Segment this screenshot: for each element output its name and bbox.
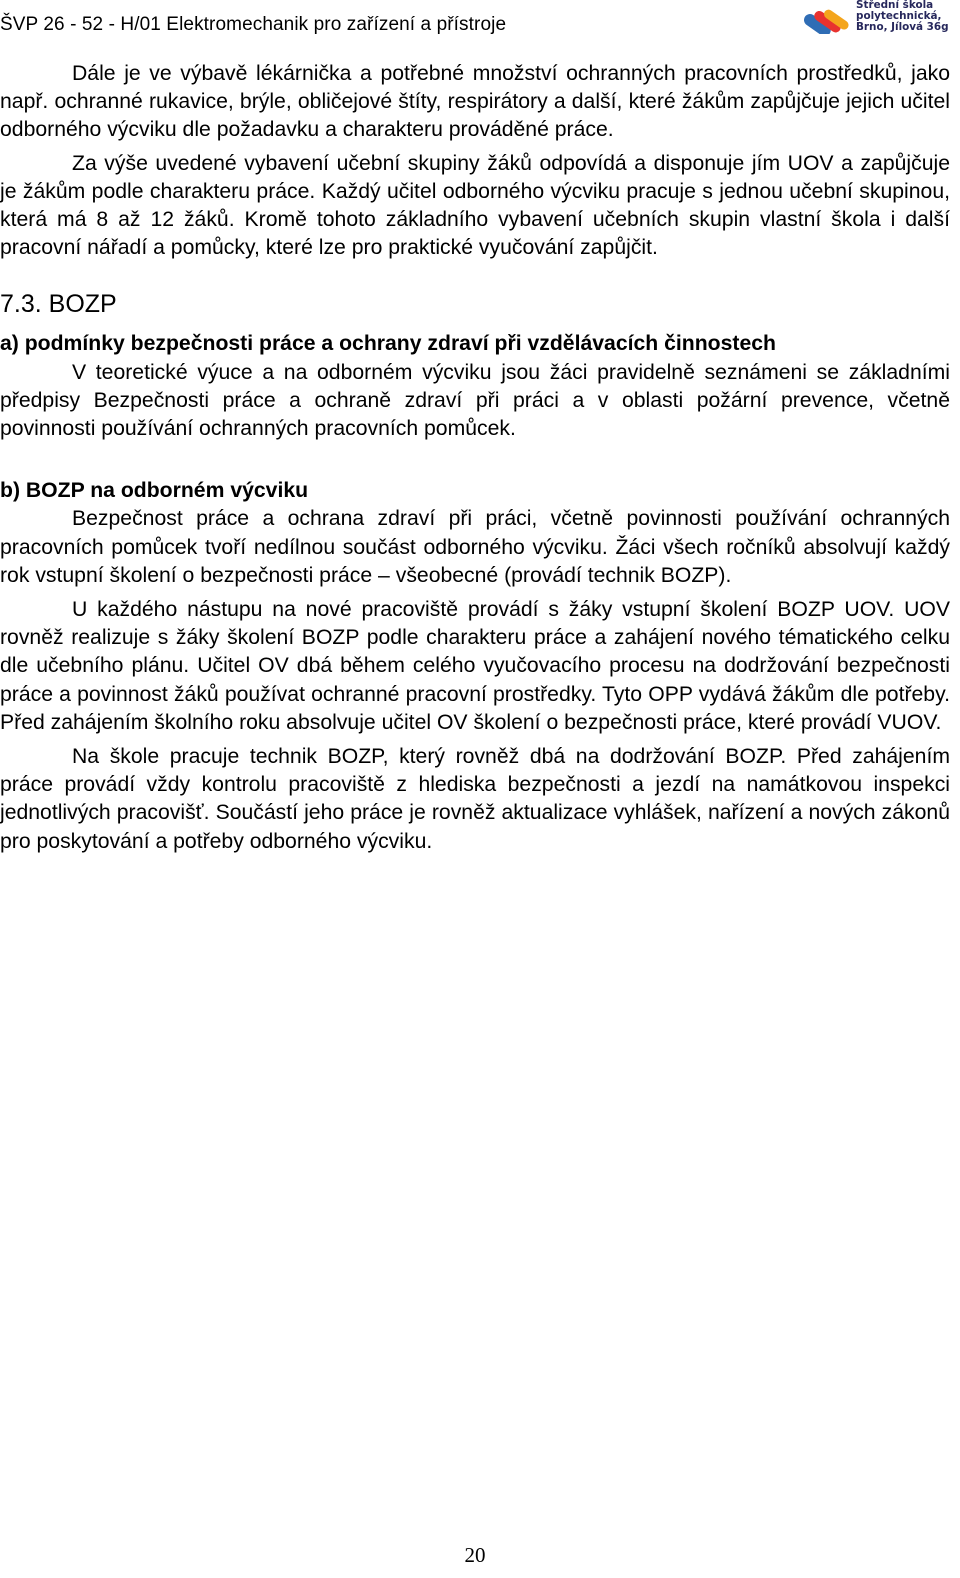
paragraph-uov-equipment: Za výše uvedené vybavení učební skupiny žáků odpovídá a disponuje jím UOV a zapůjčuje je žákům podle charakteru práce. Každý učitel odborného výcviku pracuje s jednou učební skupinou, která má 8 až 12 žáků. Kromě tohoto základního vybavení učebních skupin vlastní škola i další pracovní nářadí a pomůcky, které lze pro praktické vyučování zapůjčit. xyxy=(0,151,950,260)
school-logo-mark-icon xyxy=(798,2,854,34)
page-header xyxy=(0,0,960,44)
school-logo xyxy=(798,0,956,40)
document-body xyxy=(0,60,950,856)
logo-line-1: Střední škola xyxy=(856,0,934,11)
logo-line-2: polytechnická, xyxy=(856,10,942,22)
paragraph-workplace-training: U každého nástupu na nové pracoviště provádí s žáky vstupní školení BOZP UOV. UOV rovněž realizuje s žáky školení BOZP podle charakteru práce a zahájení nového tématického celku dle učebního plánu. Učitel OV dbá během celého vyučovacího procesu na dodržování bezpečnosti práce a povinnost žáků používat ochranné pracovní prostředky. Tyto OPP vydává žákům dle potřeby. Před zahájením školního roku absolvuje učitel OV školení o bezpečnosti práce, které provádí VUOV. xyxy=(0,598,950,734)
subsection-heading-a: a) podmínky bezpečnosti práce a ochrany zdraví při vzdělávacích činnostech xyxy=(0,332,776,356)
logo-line-3: Brno, Jílová 36g xyxy=(856,21,949,33)
subsection-heading-b: b) BOZP na odborném výcviku xyxy=(0,479,309,503)
paragraph-bozp-training: Bezpečnost práce a ochrana zdraví při práci, včetně povinnosti používání ochranných pracovních pomůcek tvoří nedílnou součást odborného výcviku. Žáci všech ročníků absolvují každý rok vstupní školení o bezpečnosti práce – všeobecné (provádí technik BOZP). xyxy=(0,507,950,587)
paragraph-equipment: Dále je ve výbavě lékárnička a potřebné množství ochranných pracovních prostředků, jako např. ochranné rukavice, brýle, obličejové štíty, respirátory a další, které žákům zapůjčuje jejich učitel odborného výcviku dle požadavku a charakteru prováděné práce. xyxy=(0,62,950,142)
document-title: ŠVP 26 - 52 - H/01 Elektromechanik pro zařízení a přístroje xyxy=(0,14,507,35)
school-logo-text xyxy=(856,0,949,33)
paragraph-bozp-technician: Na škole pracuje technik BOZP, který rovněž dbá na dodržování BOZP. Před zahájením práce provádí vždy kontrolu pracoviště z hlediska bezpečnosti a jezdí na namátkovou inspekci jednotlivých pracovišť. Součástí jeho práce je rovněž aktualizace vyhlášek, nařízení a nových zákonů pro poskytování a potřeby odborného výcviku. xyxy=(0,745,950,853)
paragraph-safety-conditions: V teoretické výuce a na odborném výcviku jsou žáci pravidelně seznámeni se základními předpisy Bezpečnosti práce a ochraně zdraví při práci a v oblasti požární prevence, včetně povinnosti používání ochranných pracovních pomůcek. xyxy=(0,360,950,441)
section-heading-bozp: 7.3. BOZP xyxy=(0,290,117,319)
page-number: 20 xyxy=(464,1543,486,1567)
